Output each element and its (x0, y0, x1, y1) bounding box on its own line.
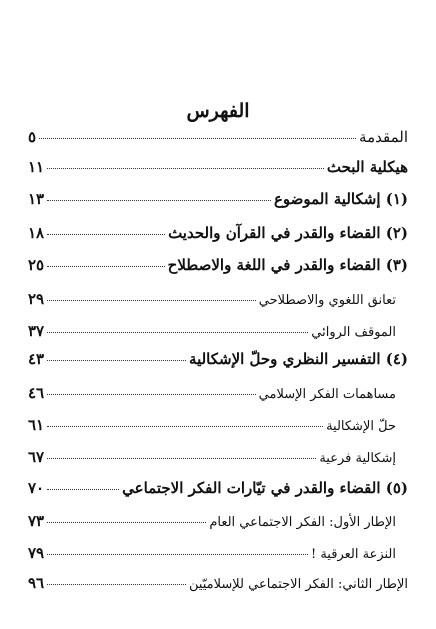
toc-entry (28, 350, 408, 368)
leader-dots (47, 554, 308, 555)
leader-dots (47, 360, 186, 361)
leader-dots (47, 200, 271, 201)
toc-entry-label: المقدمة (359, 128, 408, 146)
toc-entry-page: ٧٠ (28, 479, 45, 497)
toc-entry-label: النزعة العرقية ! (310, 547, 396, 562)
toc-entry-page: ٦٧ (28, 448, 45, 466)
toc-entry-label: حلّ الإشكالية (326, 419, 396, 434)
toc-entry (28, 448, 396, 466)
toc-entry (28, 479, 408, 497)
leader-dots (47, 489, 119, 490)
toc-entry-page: ٤٣ (28, 350, 45, 368)
toc-entry (28, 384, 396, 402)
toc-entry-label: هيكلية البحث (326, 158, 408, 176)
toc-entry-page: ٦١ (28, 416, 45, 434)
page-title: الفهرس (186, 100, 250, 122)
leader-dots (47, 168, 324, 169)
toc-entry-label: إشكالية فرعية (319, 451, 396, 466)
toc-entry (28, 128, 408, 146)
leader-dots (47, 584, 186, 585)
leader-dots (47, 266, 165, 267)
toc-entry (28, 158, 408, 176)
toc-entry-label: تعانق اللغوي والاصطلاحي (258, 293, 396, 308)
toc-entry-label: مساهمات الفكر الإسلامي (258, 387, 396, 402)
toc-entry (28, 290, 396, 308)
toc-entry-page: ٢٩ (28, 290, 45, 308)
leader-dots (47, 522, 206, 523)
toc-entry-label: الموقف الروائي (311, 325, 396, 340)
toc-entry (28, 544, 396, 562)
toc-entry-page: ٤٦ (28, 384, 45, 402)
toc-entry-page: ١١ (28, 158, 45, 176)
leader-dots (47, 458, 316, 459)
toc-entry-page: ١٨ (28, 224, 45, 242)
toc-entry (28, 224, 408, 242)
toc-entry-page: ٢٥ (28, 256, 45, 274)
leader-dots (47, 300, 256, 301)
toc-entry (28, 416, 396, 434)
toc-entry (28, 322, 396, 340)
toc-entry-page: ٧٩ (28, 544, 45, 562)
leader-dots (47, 234, 165, 235)
toc-entry-page: ٩٦ (28, 574, 45, 592)
toc-entry-page: ١٣ (28, 190, 45, 208)
toc-entry-label: (٥) القضاء والقدر في تيّارات الفكر الاجتماعي (122, 479, 408, 497)
leader-dots (47, 332, 308, 333)
toc-entry-label: الإطار الأول: الفكر الاجتماعي العام (209, 515, 396, 530)
toc-entry-label: (٢) القضاء والقدر في القرآن والحديث (168, 224, 408, 242)
leader-dots (47, 394, 256, 395)
toc-entry-page: ٧٣ (28, 512, 45, 530)
toc-entry-page: ٣٧ (28, 322, 45, 340)
leader-dots (39, 138, 356, 139)
toc-entry-label: الإطار الثاني: الفكر الاجتماعي للإسلاميّين (188, 577, 408, 592)
toc-entry-label: (٣) القضاء والقدر في اللغة والاصطلاح (167, 256, 408, 274)
toc-entry (28, 512, 396, 530)
leader-dots (47, 426, 323, 427)
toc-entry (28, 190, 408, 208)
toc-entry (28, 574, 408, 592)
toc-entry (28, 256, 408, 274)
toc-entry-label: (٤) التفسير النظري وحلّ الإشكالية (189, 350, 408, 368)
toc-entry-label: (١) إشكالية الموضوع (273, 190, 408, 208)
toc-entry-page: ٥ (28, 128, 37, 146)
